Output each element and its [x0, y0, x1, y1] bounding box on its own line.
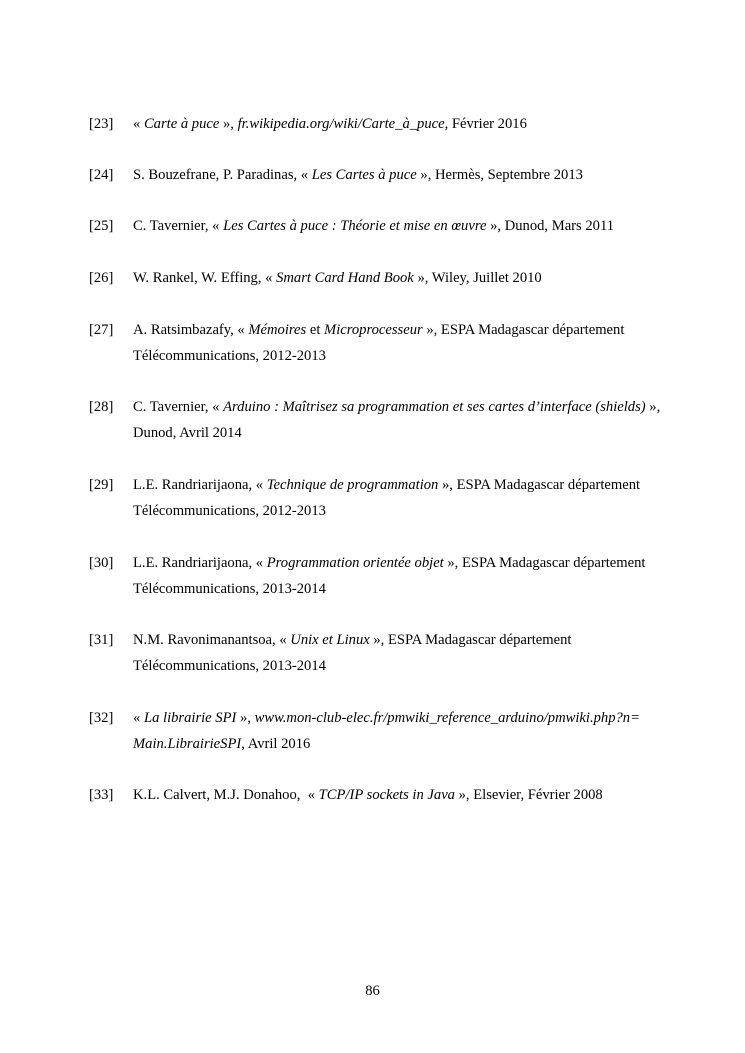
reference-text	[133, 782, 693, 808]
reference-number: [30]	[89, 555, 114, 571]
reference-line	[133, 317, 693, 343]
text-segment: », Hermès, Septembre 2013	[416, 167, 583, 183]
text-segment: W. Rankel, W. Effing, «	[133, 270, 277, 286]
text-segment: «	[133, 116, 144, 132]
reference-line	[133, 731, 693, 757]
reference-title: TCP/IP sockets in Java	[318, 787, 455, 803]
text-segment: », ESPA Madagascar département	[369, 632, 572, 648]
reference-title: Les Cartes à puce : Théorie et mise en œuvre	[223, 218, 487, 234]
reference-text	[133, 705, 693, 757]
text-segment: », ESPA Madagascar département	[438, 477, 641, 493]
text-segment: et	[306, 322, 325, 338]
text-segment: »,	[236, 710, 255, 726]
reference-text	[133, 472, 693, 524]
text-segment: », Elsevier, Février 2008	[454, 787, 603, 803]
reference-title: Programmation orientée objet	[266, 555, 444, 571]
text-segment: «	[133, 710, 144, 726]
reference-line: Dunod, Avril 2014	[133, 425, 242, 441]
text-segment: L.E. Randriarijaona, «	[133, 477, 267, 493]
text-segment: L.E. Randriarijaona, «	[133, 555, 267, 571]
reference-title: Technique de programmation	[266, 477, 439, 493]
text-segment: N.M. Ravonimanantsoa, «	[133, 632, 291, 648]
text-segment: »,	[219, 116, 238, 132]
reference-title: Unix et Linux	[290, 632, 370, 648]
reference-line	[133, 394, 693, 420]
text-segment: A. Ratsimbazafy, «	[133, 322, 249, 338]
text-segment: C. Tavernier, «	[133, 399, 224, 415]
reference-number: [32]	[89, 710, 114, 726]
reference-number: [23]	[89, 116, 114, 132]
reference-number: [28]	[89, 399, 114, 415]
reference-line: Télécommunications, 2012-2013	[133, 503, 326, 519]
reference-url: fr.wikipedia.org/wiki/Carte_à_puce	[237, 116, 445, 132]
reference-line: Télécommunications, 2013-2014	[133, 658, 326, 674]
reference-url: www.mon-club-elec.fr/pmwiki_reference_arduino/pmwiki.php?n=	[254, 710, 640, 726]
reference-text	[133, 317, 693, 369]
reference-number: [29]	[89, 477, 114, 493]
text-segment: , Avril 2016	[241, 736, 311, 752]
reference-number: [25]	[89, 218, 114, 234]
reference-line	[133, 111, 693, 137]
text-segment: », ESPA Madagascar département	[443, 555, 646, 571]
reference-title: La librairie SPI	[143, 710, 237, 726]
reference-line	[133, 265, 693, 291]
reference-number: [24]	[89, 167, 114, 183]
text-segment: C. Tavernier, «	[133, 218, 224, 234]
text-segment: S. Bouzefrane, P. Paradinas, «	[133, 167, 312, 183]
text-segment: », ESPA Madagascar département	[422, 322, 625, 338]
reference-text	[133, 627, 693, 679]
reference-line	[133, 782, 693, 808]
reference-line	[133, 705, 693, 731]
reference-title: Les Cartes à puce	[311, 167, 417, 183]
reference-line: Télécommunications, 2013-2014	[133, 581, 326, 597]
reference-text	[133, 265, 693, 291]
reference-title: Carte à puce	[143, 116, 220, 132]
reference-text	[133, 394, 693, 446]
reference-line	[133, 472, 693, 498]
text-segment: , Février 2016	[444, 116, 527, 132]
reference-text	[133, 111, 693, 137]
text-segment: », Dunod, Mars 2011	[486, 218, 615, 234]
reference-number: [26]	[89, 270, 114, 286]
reference-title: Arduino : Maîtrisez sa programmation et ses cartes d’interface (shields)	[223, 399, 646, 415]
reference-number: [27]	[89, 322, 114, 338]
reference-line	[133, 162, 693, 188]
text-segment: », Wiley, Juillet 2010	[413, 270, 542, 286]
reference-title: Smart Card Hand Book	[276, 270, 414, 286]
text-segment: K.L. Calvert, M.J. Donahoo, «	[133, 787, 319, 803]
reference-line: Télécommunications, 2012-2013	[133, 348, 326, 364]
reference-title: Microprocesseur	[324, 322, 423, 338]
reference-line	[133, 213, 693, 239]
reference-text	[133, 162, 693, 188]
page-number: 86	[365, 983, 380, 999]
reference-url: Main.LibrairieSPI	[133, 736, 242, 752]
reference-text	[133, 550, 693, 602]
reference-number: [31]	[89, 632, 114, 648]
text-segment: »,	[645, 399, 661, 415]
reference-line	[133, 550, 693, 576]
reference-text	[133, 213, 693, 239]
reference-number: [33]	[89, 787, 114, 803]
reference-title: Mémoires	[248, 322, 307, 338]
reference-line	[133, 627, 693, 653]
